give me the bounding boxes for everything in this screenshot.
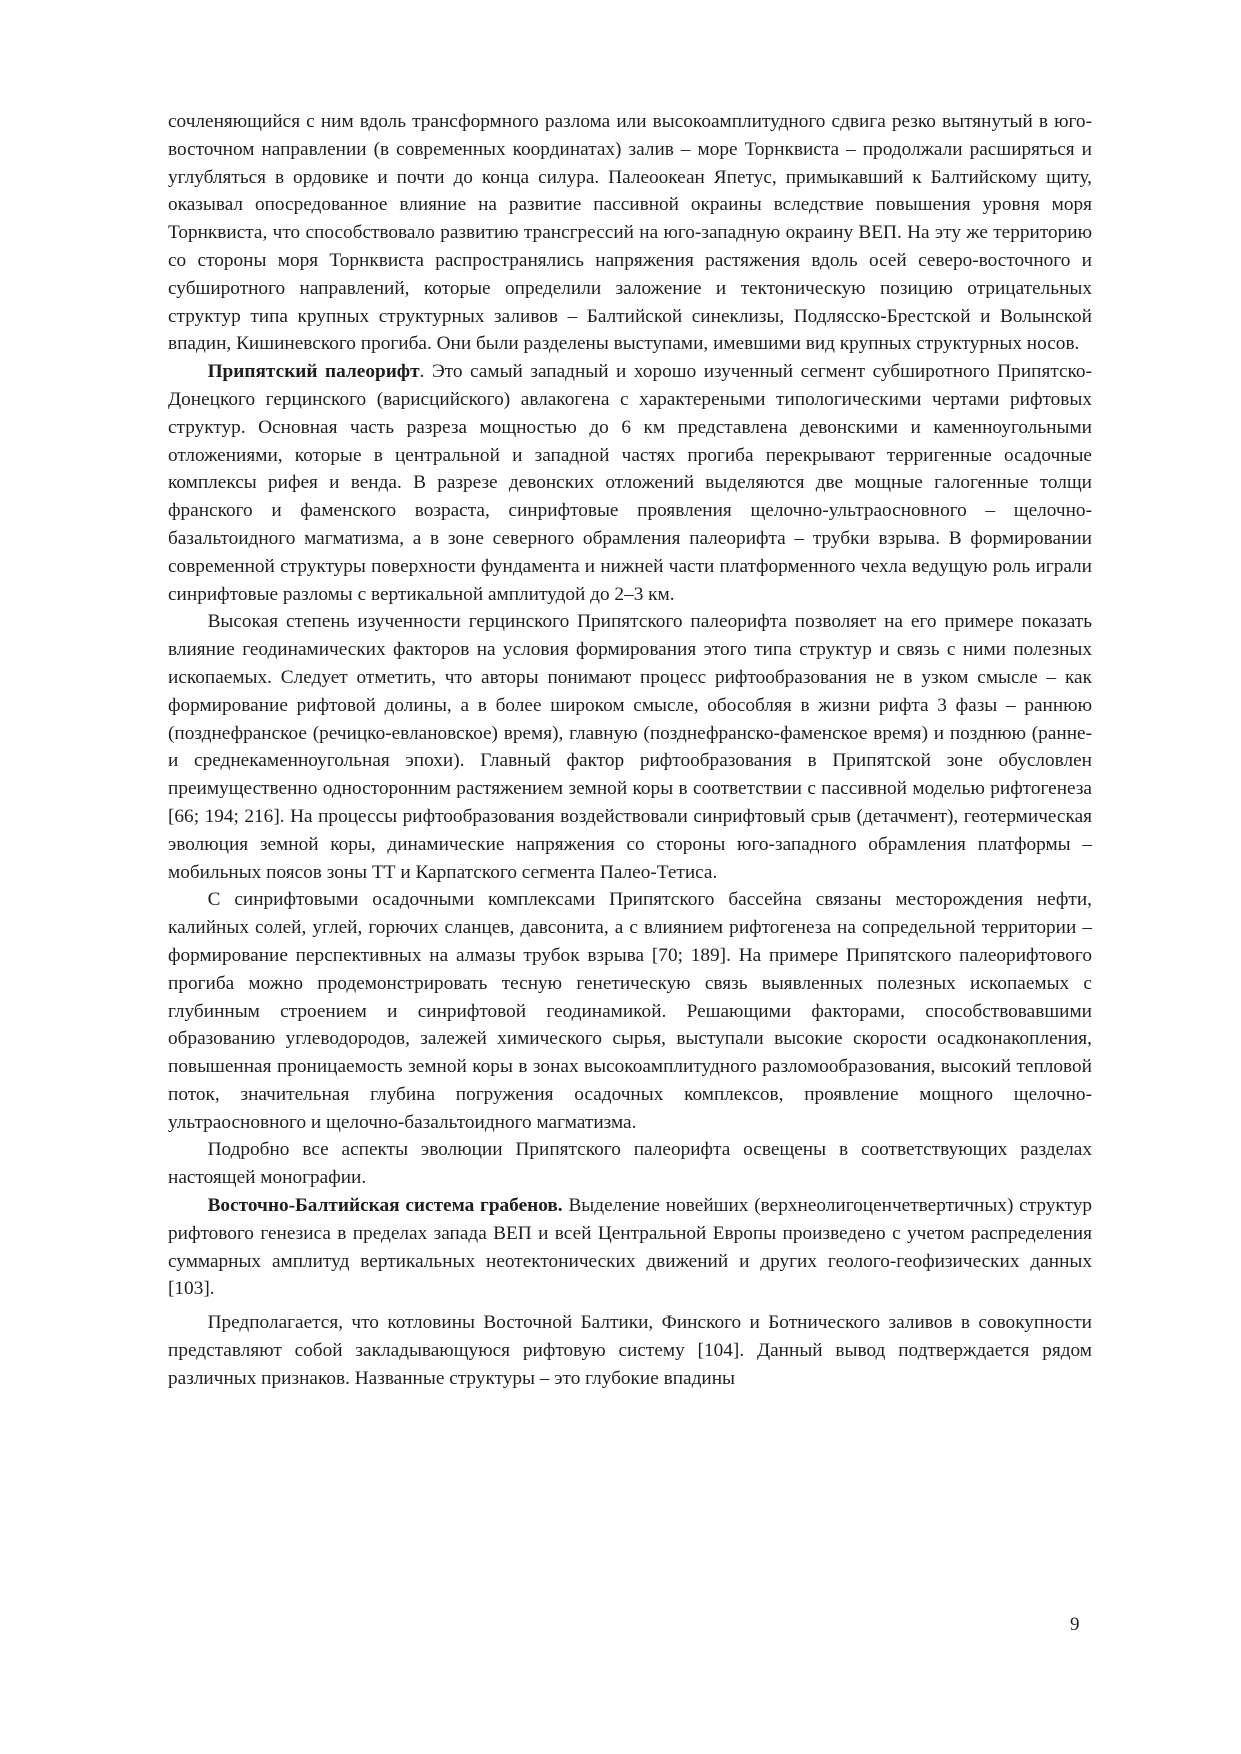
paragraph-pripyat-paleorift (168, 358, 1092, 608)
paragraph-2-text: . Это самый западный и хорошо изученный сегмент субширотного Припятско-Донецкого герцинского (варисцийского) авлакогена с характереными типологическими чертами рифтовых структур. Основная часть разреза мощностью до 6 км представлена девонскими и каменноугольными отложениями, которые в центральной и западной частях прогиба перекрывают терригенные осадочные комплексы рифея и венда. В разрезе девонских отложений выделяются две мощные галогенные толщи франского и фаменского возраста, синрифтовые проявления щелочно-ультраосновного – щелочно-базальтоидного магматизма, а в зоне северного обрамления палеорифта – трубки взрыва. В формировании современной структуры поверхности фундамента и нижней части платформенного чехла ведущую роль играли синрифтовые разломы с вертикальной амплитудой до 2–3 км. (168, 361, 1092, 605)
page-body (168, 108, 1092, 1393)
paragraph-1: сочленяющийся с ним вдоль трансформного разлома или высокоамплитудного сдвига резко вытянутый в юго-восточном направлении (в современных координатах) залив – море Торнквиста – продолжали расширяться и углубляться в ордовике и почти до конца силура. Палеоокеан Япетус, примыкавший к Балтийскому щиту, оказывал опосредованное влияние на развитие пассивной окраины вследствие повышения уровня моря Торнквиста, что способствовало развитию трансгрессий на юго-западную окраину ВЕП. На эту же территорию со стороны моря Торнквиста распространялись напряжения растяжения вдоль осей северо-восточного и субширотного направлений, которые определили заложение и тектоническую позицию отрицательных структур типа крупных структурных заливов – Балтийской синеклизы, Подлясско-Брестской и Волынской впадин, Кишиневского прогиба. Они были разделены выступами, имевшими вид крупных структурных носов. (168, 111, 1092, 355)
page-number: 9 (1070, 1614, 1080, 1635)
paragraph-east-baltic-grabens (168, 1192, 1092, 1303)
paragraph-5: Подробно все аспекты эволюции Припятского палеорифта освещены в соответствующих разделах настоящей монографии. (168, 1139, 1092, 1189)
paragraph-7: Предполагается, что котловины Восточной Балтики, Финского и Ботнического заливов в совокупности представляют собой закладывающуюся рифтовую систему [104]. Данный вывод подтверждается рядом различных признаков. Названные структуры – это глубокие впадины (168, 1312, 1092, 1389)
heading-pripyat-paleorift: Припятский палеорифт (207, 361, 420, 383)
paragraph-4: С синрифтовыми осадочными комплексами Припятского бассейна связаны месторождения нефти, калийных солей, углей, горючих сланцев, давсонита, а с влиянием рифтогенеза на сопредельной территории – формирование перспективных на алмазы трубок взрыва [70; 189]. На примере Припятского палеорифтового прогиба можно продемонстрировать тесную генетическую связь выявленных полезных ископаемых с глубинным строением и синрифтовой геодинамикой. Решающими факторами, способствовавшими образованию углеводородов, залежей химического сырья, выступали высокие скорости осадконакопления, повышенная проницаемость земной коры в зонах высокоамплитудного разломообразования, высокий тепловой поток, значительная глубина погружения осадочных комплексов, проявление мощного щелочно-ультраосновного и щелочно-базальтоидного магматизма. (168, 889, 1092, 1133)
heading-east-baltic-grabens: Восточно-Балтийская система грабенов. (207, 1195, 563, 1217)
paragraph-6-text: Выделение новейших (верхнеолигоценчетвертичных) структур рифтового генезиса в пределах запада ВЕП и всей Центральной Европы произведено с учетом распределения суммарных амплитуд вертикальных неотектонических движений и других геолого-геофизических данных [103]. (168, 1195, 1092, 1300)
paragraph-3: Высокая степень изученности герцинского Припятского палеорифта позволяет на его примере показать влияние геодинамических факторов на условия формирования этого типа структур и связь с ними полезных ископаемых. Следует отметить, что авторы понимают процесс рифтообразования не в узком смысле – как формирование рифтовой долины, а в более широком смысле, обособляя в жизни рифта 3 фазы – раннюю (позднефранское (речицко-евлановское) время), главную (позднефранско-фаменское время) и позднюю (ранне- и среднекаменноугольная эпохи). Главный фактор рифтообразования в Припятской зоне обусловлен преимущественно односторонним растяжением земной коры в соответствии с пассивной моделью рифтогенеза [66; 194; 216]. На процессы рифтообразования воздействовали синрифтовый срыв (детачмент), геотермическая эволюция земной коры, динамические напряжения со стороны юго-западного обрамления платформы – мобильных поясов зоны ТТ и Карпатского сегмента Палео-Тетиса. (168, 611, 1092, 883)
